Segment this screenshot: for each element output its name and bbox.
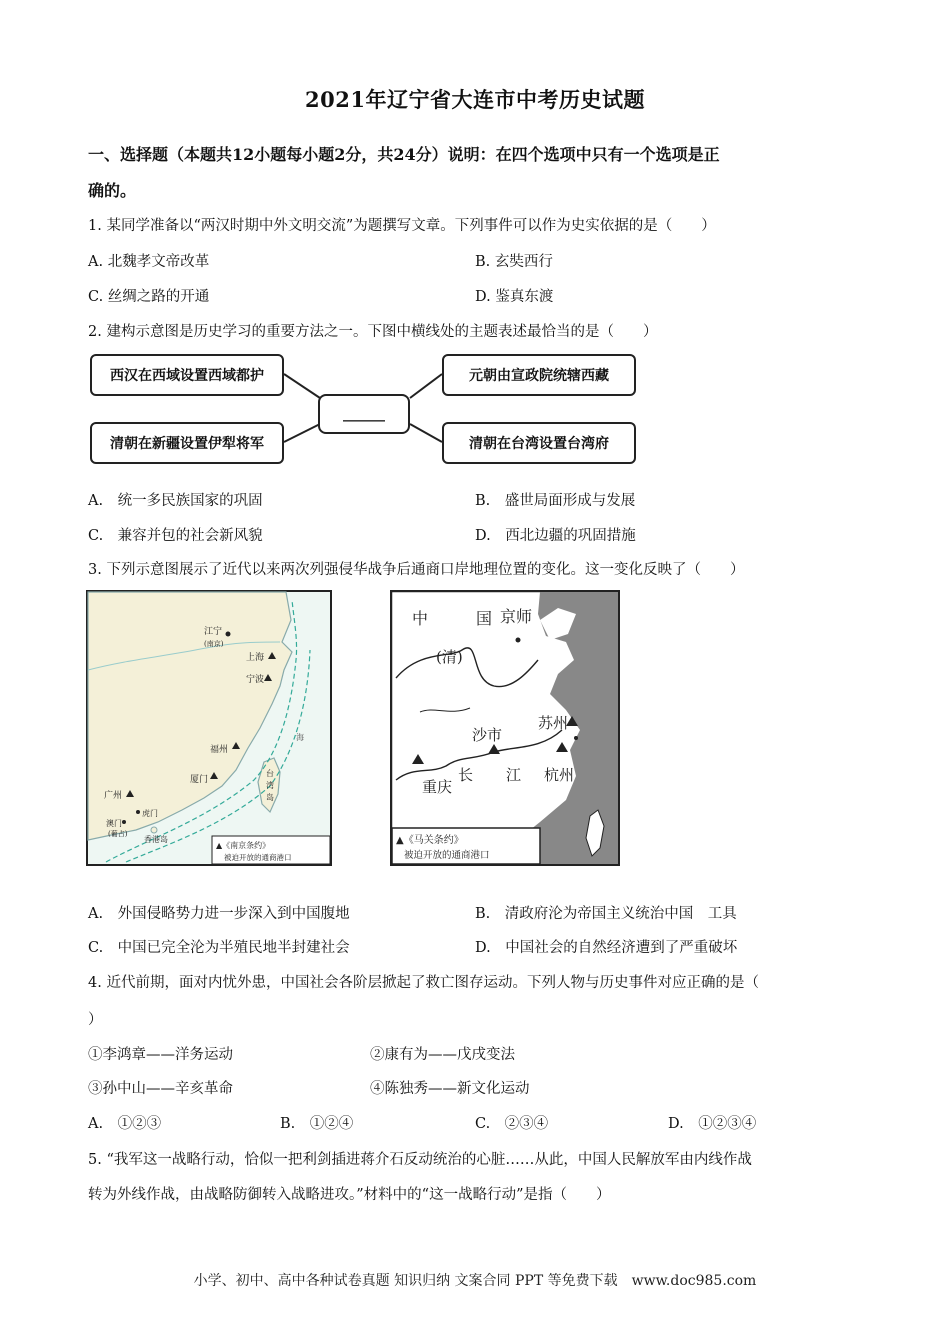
question-1-option-b: B. 玄奘西行 xyxy=(475,254,553,270)
diagram-box-top-left: 西汉在西域设置西域都护 xyxy=(90,354,284,396)
question-4-item-3: ③孙中山——辛亥革命 xyxy=(88,1081,233,1097)
map1-label-macau: 澳门 xyxy=(106,819,122,828)
map1-label-wan: 湾 xyxy=(266,781,274,790)
question-4-item-1: ①李鸿章——洋务运动 xyxy=(88,1047,233,1063)
question-1-option-d: D. 鉴真东渡 xyxy=(475,289,554,305)
map1-label-guangzhou: 广州 xyxy=(104,791,123,801)
map-shimonoseki-svg xyxy=(390,590,620,866)
map1-label-ningbo: 宁波 xyxy=(246,675,265,685)
map2-legend-desc: 被迫开放的通商港口 xyxy=(404,850,490,861)
map2-label-jingshi: 京师 xyxy=(500,607,533,626)
question-2-option-a: A. 统一多民族国家的巩固 xyxy=(88,493,263,509)
map1-label-nanjing: (南京) xyxy=(204,640,224,648)
question-4-option-b: B. ①②④ xyxy=(280,1116,354,1132)
question-2-option-c: C. 兼容并包的社会新风貌 xyxy=(88,528,263,544)
question-3-option-a: A. 外国侵略势力进一步深入到中国腹地 xyxy=(88,906,350,922)
section-heading: 一、选择题（本题共12小题每小题2分，共24分）说明：在四个选项中只有一个选项是正 xyxy=(88,145,720,164)
question-4-stem: 4. 近代前期，面对内忧外患，中国社会各阶层掀起了救亡图存运动。下列人物与历史事件对应正确的是（ xyxy=(88,975,759,991)
question-4-stem-cont: ） xyxy=(88,1012,103,1028)
question-4-option-a: A. ①②③ xyxy=(88,1116,162,1132)
map2-label-qing: (清) xyxy=(436,648,463,666)
diagram-box-bottom-left: 清朝在新疆设置伊犁将军 xyxy=(90,422,284,464)
map1-label-humen: 虎门 xyxy=(142,809,158,818)
map1-label-jiangning: 江宁 xyxy=(204,627,223,637)
map1-label-dao: 岛 xyxy=(266,793,274,802)
question-2-option-b: B. 盛世局面形成与发展 xyxy=(475,493,636,509)
diagram-center-blank: ______ xyxy=(318,394,410,434)
question-4-item-4: ④陈独秀——新文化运动 xyxy=(370,1081,530,1097)
map2-label-guo: 国 xyxy=(476,609,493,628)
map1-label-portugal: (葡占) xyxy=(108,830,128,838)
map1-label-tai: 台 xyxy=(266,769,274,778)
map1-label-hongkong: 香港岛 xyxy=(144,835,168,844)
question-5-stem-cont: 转为外线作战，由战略防御转入战略进攻。”材料中的“这一战略行动”是指（ ） xyxy=(88,1187,611,1203)
map1-label-fuzhou: 福州 xyxy=(210,745,229,755)
map1-label-sea: 海 xyxy=(296,733,304,742)
question-2-stem: 2. 建构示意图是历史学习的重要方法之一。下图中横线处的主题表述最恰当的是（ ） xyxy=(88,324,658,340)
page-title: 2021年辽宁省大连市中考历史试题 xyxy=(305,87,645,112)
section-heading-cont: 确的。 xyxy=(88,181,137,200)
map2-label-chang: 长 xyxy=(458,766,474,784)
question-3-option-c: C. 中国已完全沦为半殖民地半封建社会 xyxy=(88,940,350,956)
map1-label-xiamen: 厦门 xyxy=(190,775,209,785)
question-4-item-2: ②康有为——戊戌变法 xyxy=(370,1047,515,1063)
map2-label-jiang: 江 xyxy=(506,766,522,784)
map2-label-shashi: 沙市 xyxy=(472,726,503,744)
map-nanjing-svg xyxy=(86,590,332,866)
map2-label-zhong: 中 xyxy=(412,609,429,628)
map1-legend-desc: 被迫开放的通商港口 xyxy=(224,853,292,862)
map2-label-hangzhou: 杭州 xyxy=(544,766,575,784)
question-1-stem: 1. 某同学准备以“两汉时期中外文明交流”为题撰写文章。下列事件可以作为史实依据的是（ ） xyxy=(88,218,716,234)
map-nanjing-treaty xyxy=(86,590,332,866)
question-4-option-d: D. ①②③④ xyxy=(668,1116,757,1132)
question-2-option-d: D. 西北边疆的巩固措施 xyxy=(475,528,636,544)
question-1-option-a: A. 北魏孝文帝改革 xyxy=(88,254,210,270)
diagram-box-top-right: 元朝由宣政院统辖西藏 xyxy=(442,354,636,396)
page-footer: 小学、初中、高中各种试卷真题 知识归纳 文案合同 PPT 等免费下载 www.doc985.com xyxy=(193,1273,757,1289)
map1-legend-title: ▲《南京条约》 xyxy=(216,841,271,850)
concept-diagram xyxy=(88,352,648,470)
map1-label-shanghai: 上海 xyxy=(246,653,265,663)
map2-label-suzhou: 苏州 xyxy=(538,714,569,732)
question-5-stem: 5. “我军这一战略行动，恰似一把利剑插进蒋介石反动统治的心脏……从此，中国人民解放军由内线作战 xyxy=(88,1152,752,1168)
question-3-stem: 3. 下列示意图展示了近代以来两次列强侵华战争后通商口岸地理位置的变化。这一变化反映了（ ） xyxy=(88,562,745,578)
map-shimonoseki-treaty xyxy=(390,590,620,866)
diagram-box-bottom-right: 清朝在台湾设置台湾府 xyxy=(442,422,636,464)
map2-legend-title: ▲《马关条约》 xyxy=(396,835,464,846)
question-1-option-c: C. 丝绸之路的开通 xyxy=(88,289,210,305)
question-3-option-d: D. 中国社会的自然经济遭到了严重破坏 xyxy=(475,940,738,956)
question-4-option-c: C. ②③④ xyxy=(475,1116,549,1132)
map2-label-chongqing: 重庆 xyxy=(422,778,453,796)
question-3-option-b: B. 清政府沦为帝国主义统治中国 工具 xyxy=(475,906,737,922)
